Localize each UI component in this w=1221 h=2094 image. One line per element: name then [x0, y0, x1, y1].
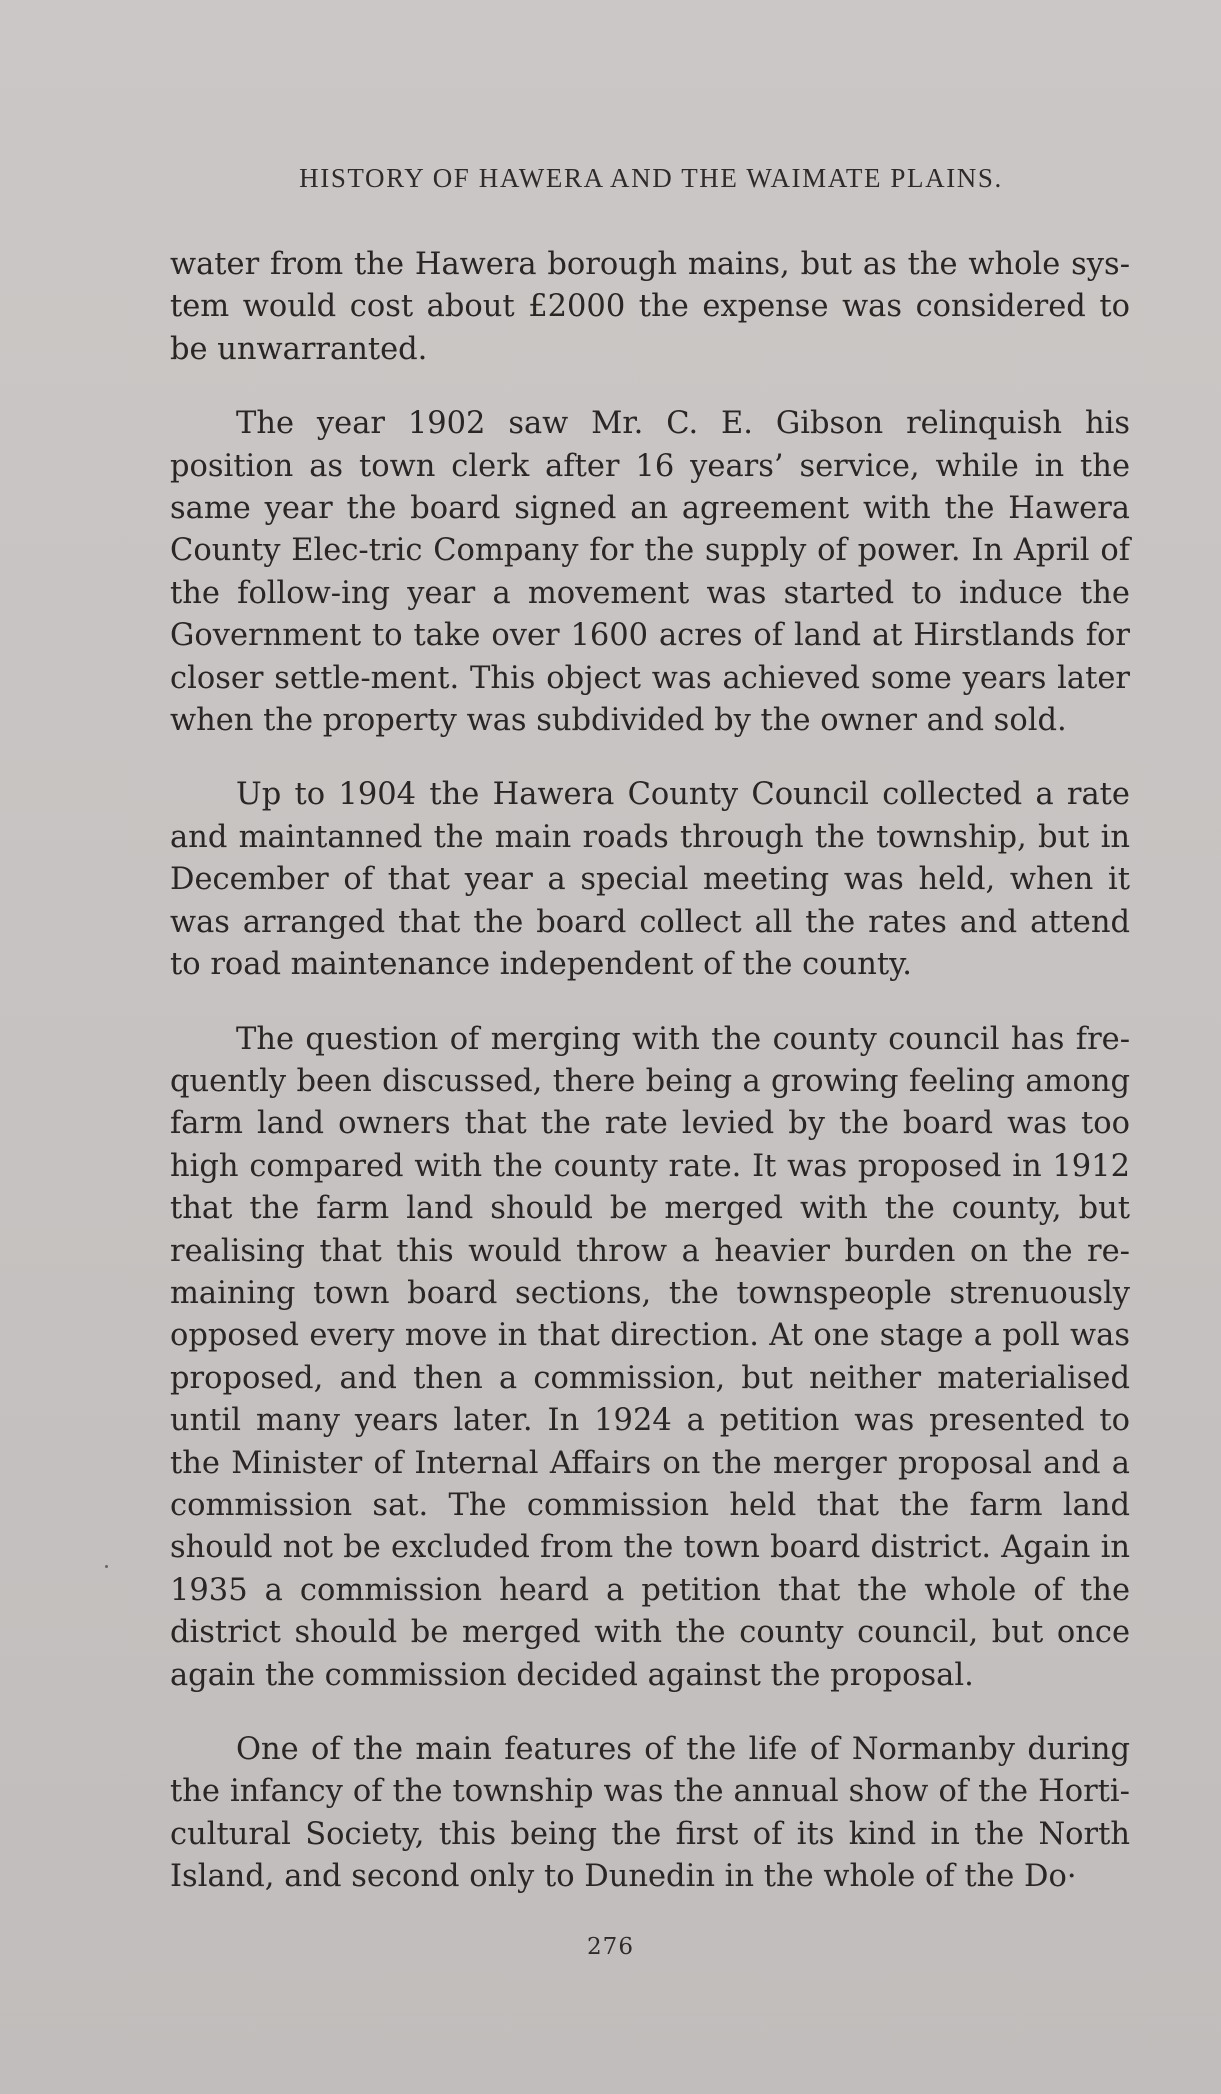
paragraph-2: The year 1902 saw Mr. C. E. Gibson relinquish his position as town clerk after 16 years’ service, while in the same year the board signed an agreement with the Hawera County Elec-tric Company for the supply of power. In April of the follow-ing year a movement was started to induce the Government to take over 1600 acres of land at Hirstlands for closer settle-ment. This object was achieved some years later when the property was subdivided by the owner and sold.	[170, 406, 1130, 739]
paper-speck	[105, 1565, 108, 1568]
paragraph-1: water from the Hawera borough mains, but as the whole sys-tem would cost about £2000 the expense was considered to be unwarranted.	[170, 247, 1130, 367]
running-head: HISTORY OF HAWERA AND THE WAIMATE PLAINS.	[299, 163, 1003, 193]
paragraph-5: One of the main features of the life of Normanby during the infancy of the township was the annual show of the Horti-cultural Society, this being the first of its kind in the North Island, and second only to Dunedin in the whole of the Do·	[170, 1732, 1130, 1895]
page-number: 276	[587, 1934, 634, 1960]
paragraph-3: Up to 1904 the Hawera County Council collected a rate and maintanned the main roads through the township, but in December of that year a special meeting was held, when it was arranged that the board collect all the rates and attend to road maintenance independent of the county.	[170, 777, 1130, 983]
body-text	[170, 244, 1130, 1899]
paragraph-4: The question of merging with the county council has fre-quently been discussed, there being a growing feeling among farm land owners that the rate levied by the board was too high compared with the county rate. It was proposed in 1912 that the farm land should be merged with the county, but realising that this would throw a heavier burden on the re-maining town board sections, the townspeople strenuously opposed every move in that direction. At one stage a poll was proposed, and then a commission, but neither materialised until many years later. In 1924 a petition was presented to the Minister of Internal Affairs on the merger proposal and a commission sat. The commission held that the farm land should not be excluded from the town board district. Again in 1935 a commission heard a petition that the whole of the district should be merged with the county council, but once again the commission decided against the proposal.	[170, 1021, 1130, 1693]
